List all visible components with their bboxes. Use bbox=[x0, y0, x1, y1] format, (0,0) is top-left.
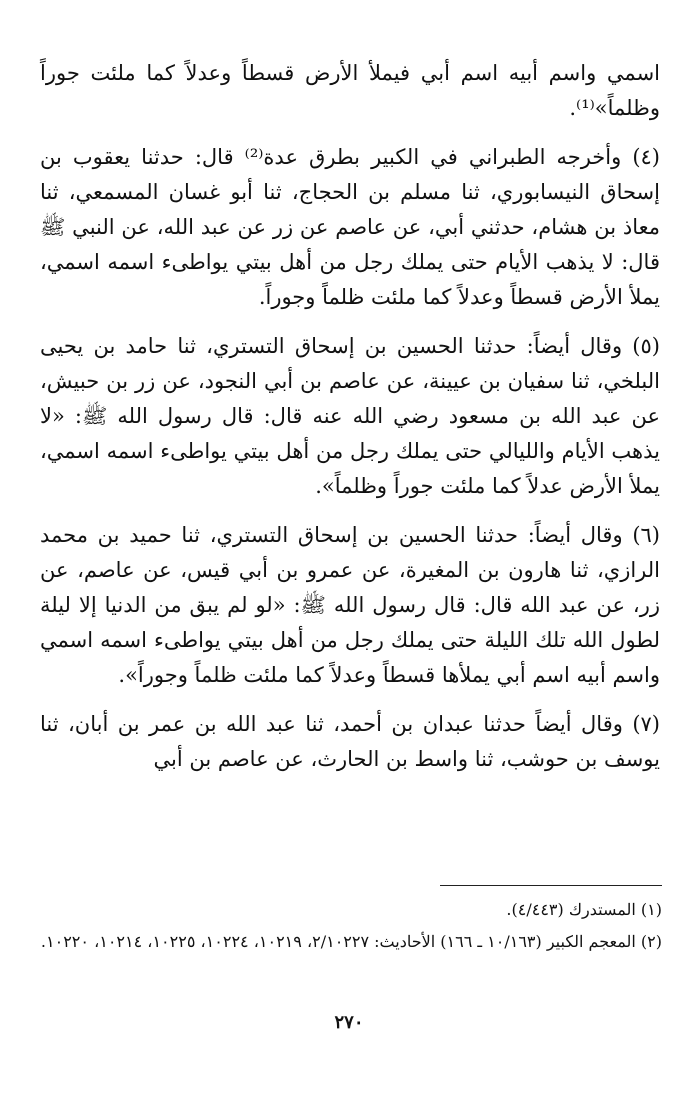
paragraph-6: (٦) وقال أيضاً: حدثنا الحسين بن إسحاق التستري، ثنا حميد بن محمد الرازي، ثنا هارون بن المغيرة، عن عمرو بن أبي قيس، عن عاصم، عن زر، عن عبد الله قال: قال رسول الله ﷺ: «لو لم يبق من الدنيا إلا ليلة لطول الله تلك الليلة حتى يملك رجل من أهل بيتي يواطىء اسمه اسمي واسم أبيه اسم أبي يملأها قسطاً وعدلاً كما ملئت ظلماً وجوراً». bbox=[40, 523, 660, 687]
paragraph-4: (٤) وأخرجه الطبراني في الكبير بطرق عدة⁽²⁾ قال: حدثنا يعقوب بن إسحاق النيسابوري، ثنا مسلم بن الحجاج، ثنا أبو غسان المسمعي، ثنا معاذ بن هشام، حدثني أبي، عن عاصم عن زر عن عبد الله، عن النبي ﷺ قال: لا يذهب الأيام حتى يملك رجل من أهل بيتي يواطىء اسمه اسمي، يملأ الأرض قسطاً وعدلاً كما ملئت ظلماً وجوراً. bbox=[40, 145, 660, 309]
footnote-1: (١) المستدرك (٤/٤٤٣). bbox=[506, 900, 662, 919]
page-number: ٢٧٠ bbox=[334, 1012, 364, 1033]
paragraph-7: (٧) وقال أيضاً حدثنا عبدان بن أحمد، ثنا عبد الله بن عمر بن أبان، ثنا يوسف بن حوشب، ثنا واسط بن الحارث، عن عاصم بن أبي bbox=[40, 712, 660, 771]
paragraph-5: (٥) وقال أيضاً: حدثنا الحسين بن إسحاق التستري، ثنا حامد بن يحيى البلخي، ثنا سفيان بن عيينة، عن عاصم بن أبي النجود، عن زر بن حبيش، عن عبد الله بن مسعود رضي الله عنه قال: قال رسول الله ﷺ: «لا يذهب الأيام والليالي حتى يملك رجل من أهل بيتي يواطىء اسمه اسمي، يملأ الأرض عدلاً كما ملئت جوراً وظلماً». bbox=[40, 334, 660, 498]
main-text bbox=[40, 56, 660, 777]
paragraph-continuation: اسمي واسم أبيه اسم أبي فيملأ الأرض قسطاً وعدلاً كما ملئت جوراً وظلماً»⁽¹⁾. bbox=[40, 61, 660, 120]
footnotes bbox=[40, 896, 662, 960]
footnote-divider bbox=[440, 885, 662, 886]
footnote-2: (٢) المعجم الكبير (١٠/١٦٣ ـ ١٦٦) الأحاديث: ٢/١٠٢٢٧، ١٠٢١٩، ١٠٢٢٤، ١٠٢٢٥، ١٠٢١٤، ١٠٢٢٠. bbox=[40, 932, 662, 951]
